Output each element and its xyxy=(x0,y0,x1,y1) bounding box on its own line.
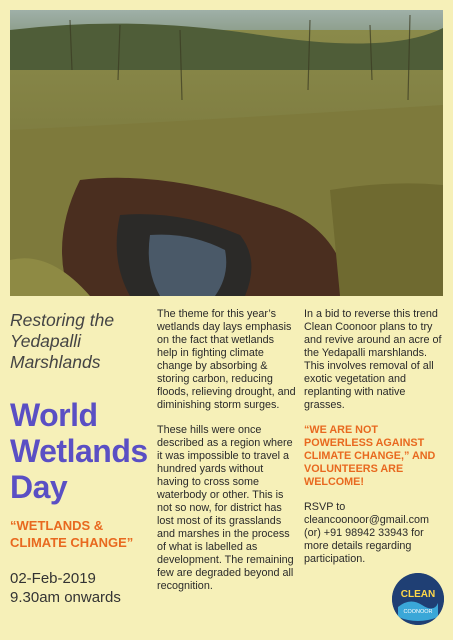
logo-text: CLEAN xyxy=(400,589,436,600)
left-column xyxy=(10,310,150,607)
volunteer-callout: “WE ARE NOT POWERLESS AGAINST CLIMATE CHANGE,” AND VOLUNTEERS ARE WELCOME! xyxy=(304,424,436,488)
logo-subtext: COONOOR xyxy=(403,609,433,615)
event-date xyxy=(10,569,150,607)
plan-paragraph: In a bid to reverse this trend Clean Coonoor plans to try and revive around an acre of the Yedapalli marshlands. This involves removal of all exotic vegetation and replanting with native grasses. xyxy=(304,308,442,411)
theme-paragraph: The theme for this year’s wetlands day lays emphasis on the fact that wetlands help in fighting climate change by absorbing & storing carbon, reducing floods, relieving drought, and diminishing storm surges. xyxy=(157,308,296,411)
event-headline: World Wetlands Day xyxy=(10,397,148,505)
event-theme: “WETLANDS & CLIMATE CHANGE” xyxy=(10,518,134,550)
marshland-photo xyxy=(10,10,443,296)
right-column xyxy=(304,308,444,578)
event-time: 9.30am onwards xyxy=(10,589,121,606)
history-paragraph: These hills were once described as a region where it was impossible to travel a hundred yards without having to cross some waterbody or other. This is not so now, for district has lost most of its grasslands and marshes in the process of what is labelled as development. The remaining few are degraded beyond all recognition. xyxy=(157,424,294,592)
clean-coonoor-logo-icon xyxy=(392,573,444,625)
middle-column xyxy=(157,308,297,605)
event-date-day: 02-Feb-2019 xyxy=(10,570,96,587)
event-subtitle: Restoring the Yedapalli Marshlands xyxy=(10,310,115,372)
rsvp-paragraph: RSVP to cleancoonoor@gmail.com (or) +91 98942 33943 for more details regarding participation. xyxy=(304,501,429,565)
